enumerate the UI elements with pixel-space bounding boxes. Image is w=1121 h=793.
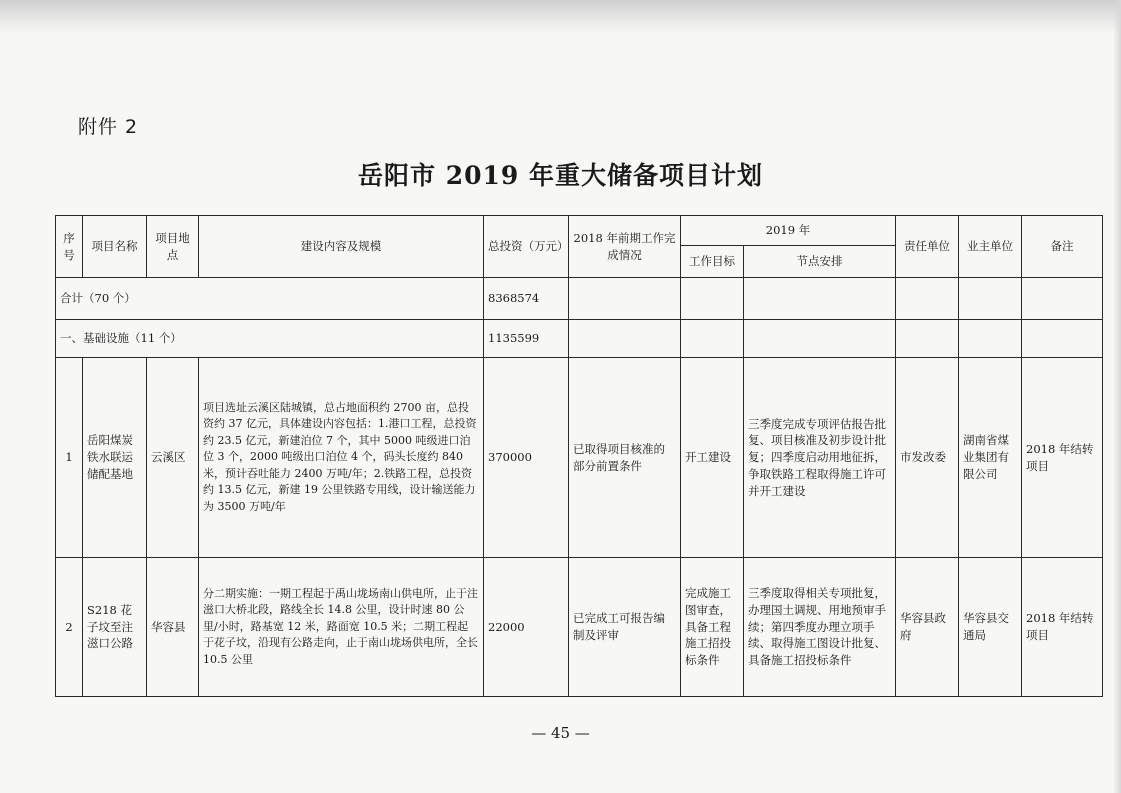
header-schedule: 节点安排 bbox=[744, 246, 896, 278]
table-header-row bbox=[56, 216, 1103, 246]
header-owner: 业主单位 bbox=[959, 216, 1022, 278]
table-row bbox=[56, 358, 1103, 558]
row-content: 项目选址云溪区陆城镇，总占地面积约 2700 亩，总投资约 37 亿元，具体建设内容包括：1.港口工程，总投资约 23.5 亿元，新建泊位 7 个，其中 5000 吨级进口泊位 3 个，2000 吨级出口泊位 4 个，码头长度约 840 米，预计吞吐能力 2400 万吨/年；2.铁路工程，总投资约 13.5 亿元，新建 19 公里铁路专用线，设计输送能力为 3500 万吨/年 bbox=[199, 358, 484, 558]
row-responsible: 市发改委 bbox=[896, 358, 959, 558]
header-investment: 总投资（万元） bbox=[484, 216, 569, 278]
row-schedule: 三季度取得相关专项批复，办理国土调规、用地预审手续；第四季度办理立项手续、取得施工图设计批复、具备施工招投标条件 bbox=[744, 558, 896, 697]
page-number: — 45 — bbox=[531, 724, 590, 742]
project-plan-table bbox=[55, 215, 1103, 697]
row-responsible: 华容县政府 bbox=[896, 558, 959, 697]
section-investment: 1135599 bbox=[484, 320, 569, 358]
row-location: 云溪区 bbox=[147, 358, 199, 558]
row-investment: 22000 bbox=[484, 558, 569, 697]
row-goal: 开工建设 bbox=[681, 358, 744, 558]
row-seq: 1 bbox=[56, 358, 83, 558]
row-investment: 370000 bbox=[484, 358, 569, 558]
header-responsible: 责任单位 bbox=[896, 216, 959, 278]
row-notes: 2018 年结转项目 bbox=[1022, 358, 1103, 558]
row-name: 岳阳煤炭铁水联运储配基地 bbox=[83, 358, 147, 558]
row-goal: 完成施工图审查，具备工程施工招投标条件 bbox=[681, 558, 744, 697]
row-notes: 2018 年结转项目 bbox=[1022, 558, 1103, 697]
header-name: 项目名称 bbox=[83, 216, 147, 278]
section-label: 一、基础设施（11 个） bbox=[56, 320, 484, 358]
header-seq: 序号 bbox=[56, 216, 83, 278]
header-goal: 工作目标 bbox=[681, 246, 744, 278]
section-row bbox=[56, 320, 1103, 358]
row-progress-2018: 已取得项目核准的部分前置条件 bbox=[569, 358, 681, 558]
header-progress-2018: 2018 年前期工作完成情况 bbox=[569, 216, 681, 278]
total-investment: 8368574 bbox=[484, 278, 569, 320]
row-location: 华容县 bbox=[147, 558, 199, 697]
total-label: 合计（70 个） bbox=[56, 278, 484, 320]
attachment-label: 附件 2 bbox=[78, 116, 139, 138]
row-schedule: 三季度完成专项评估报告批复、项目核准及初步设计批复；四季度启动用地征拆，争取铁路工程取得施工许可并开工建设 bbox=[744, 358, 896, 558]
header-content: 建设内容及规模 bbox=[199, 216, 484, 278]
header-location: 项目地点 bbox=[147, 216, 199, 278]
row-owner: 华容县交通局 bbox=[959, 558, 1022, 697]
row-progress-2018: 已完成工可报告编制及评审 bbox=[569, 558, 681, 697]
row-name: S218 花子坟至注滋口公路 bbox=[83, 558, 147, 697]
table-row bbox=[56, 558, 1103, 697]
scan-shadow-right bbox=[1113, 0, 1121, 793]
total-row bbox=[56, 278, 1103, 320]
document-title: 岳阳市 2019 年重大储备项目计划 bbox=[358, 161, 763, 190]
header-notes: 备注 bbox=[1022, 216, 1103, 278]
row-owner: 湖南省煤业集团有限公司 bbox=[959, 358, 1022, 558]
scan-shadow-top bbox=[0, 0, 1121, 34]
row-seq: 2 bbox=[56, 558, 83, 697]
row-content: 分二期实施：一期工程起于禹山垅场南山供电所，止于注滋口大桥北段，路线全长 14.8 公里，设计时速 80 公里/小时，路基宽 12 米，路面宽 10.5 米；二期工程起于花子坟，沿现有公路走向，止于南山垅场供电所，全长 10.5 公里 bbox=[199, 558, 484, 697]
header-year-2019: 2019 年 bbox=[681, 216, 896, 246]
